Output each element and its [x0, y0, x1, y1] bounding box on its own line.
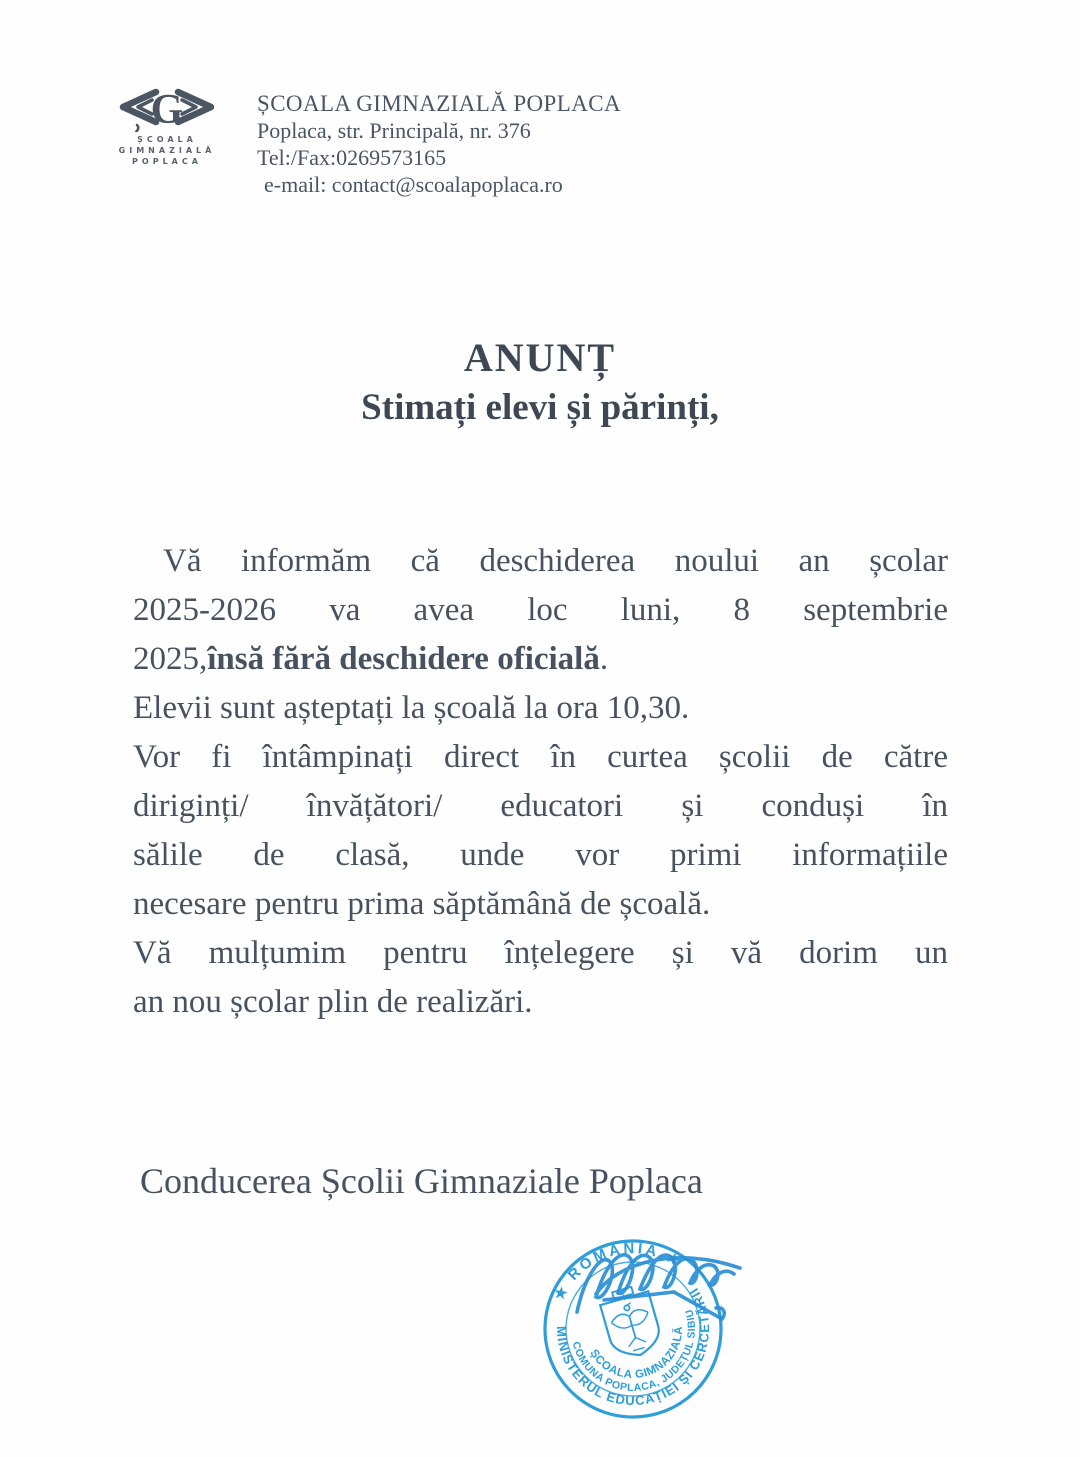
body-line — [133, 831, 948, 880]
letterhead — [103, 84, 621, 198]
body-line — [133, 684, 948, 733]
closing-signature-line: Conducerea Școlii Gimnaziale Poplaca — [140, 1161, 703, 1201]
svg-text:G: G — [150, 87, 184, 132]
salutation: Stimați elevi și părinți, — [361, 387, 719, 428]
school-email: e-mail: contact@scoalapoplaca.ro — [264, 172, 563, 197]
title-block — [0, 334, 1080, 429]
logo-caption-line: POPLACA — [132, 157, 202, 166]
logo-caption-line: GIMNAZIALĂ — [118, 146, 216, 155]
stamp-commune-text: COMUNA POPLACA, JUDEȚUL SIBIU — [569, 1307, 699, 1395]
body-line — [133, 929, 948, 978]
school-phone: Tel:/Fax:0269573165 — [257, 145, 447, 170]
body-segment: . — [599, 641, 609, 677]
body-segment: an nou școlar plin de realizări. — [133, 984, 533, 1020]
body-line — [133, 782, 948, 831]
school-logo — [103, 84, 231, 198]
body-segment: necesare pentru prima săptămână de școală. — [133, 886, 711, 922]
body-line — [133, 978, 948, 1027]
body-segment: Vă mulțumim pentru înțelegere și vă dorim un — [133, 935, 948, 971]
svg-text:★ ROMÂNIA ★ — [541, 1228, 689, 1307]
body-segment: 2025-2026 va avea loc luni, 8 septembrie — [133, 592, 948, 628]
school-name: ȘCOALA GIMNAZIALĂ POPLACA — [257, 91, 621, 116]
school-logo-monogram-icon — [106, 84, 228, 132]
logo-caption-line: ȘCOALA — [137, 135, 197, 144]
body-line — [133, 733, 948, 782]
coat-of-arms-icon — [598, 1283, 665, 1362]
logo-caption — [119, 134, 216, 167]
body-segment: Vă informăm că deschiderea noului an școlar — [163, 543, 948, 579]
body-segment: sălile de clasă, unde vor primi informațiile — [133, 837, 948, 873]
body-segment: Elevii sunt așteptați la școală la ora 10,30. — [133, 690, 690, 726]
document-title: ANUNȚ — [463, 335, 617, 380]
body-line — [133, 586, 948, 635]
body-segment-bold: însă fără deschidere oficială — [207, 641, 600, 677]
official-stamp — [532, 1228, 734, 1430]
body-text — [133, 537, 948, 1027]
school-contact-block — [257, 84, 621, 198]
body-segment: diriginți/ învățători/ educatori și conduși în — [133, 788, 948, 824]
school-address: Poplaca, str. Principală, nr. 376 — [257, 118, 531, 143]
body-line — [133, 635, 948, 684]
body-segment: 2025, — [133, 641, 208, 677]
stamp-school-text: ȘCOALA GIMNAZIALĂ — [587, 1325, 686, 1382]
body-line — [133, 880, 948, 929]
stamp-ministry-text: MINISTERUL EDUCAȚIEI ȘI CERCETĂRII — [553, 1284, 713, 1409]
stamp-country-text: ★ ROMÂNIA ★ — [550, 1240, 686, 1304]
body-segment: Vor fi întâmpinați direct în curtea școlii de către — [133, 739, 948, 775]
body-line — [133, 537, 948, 586]
